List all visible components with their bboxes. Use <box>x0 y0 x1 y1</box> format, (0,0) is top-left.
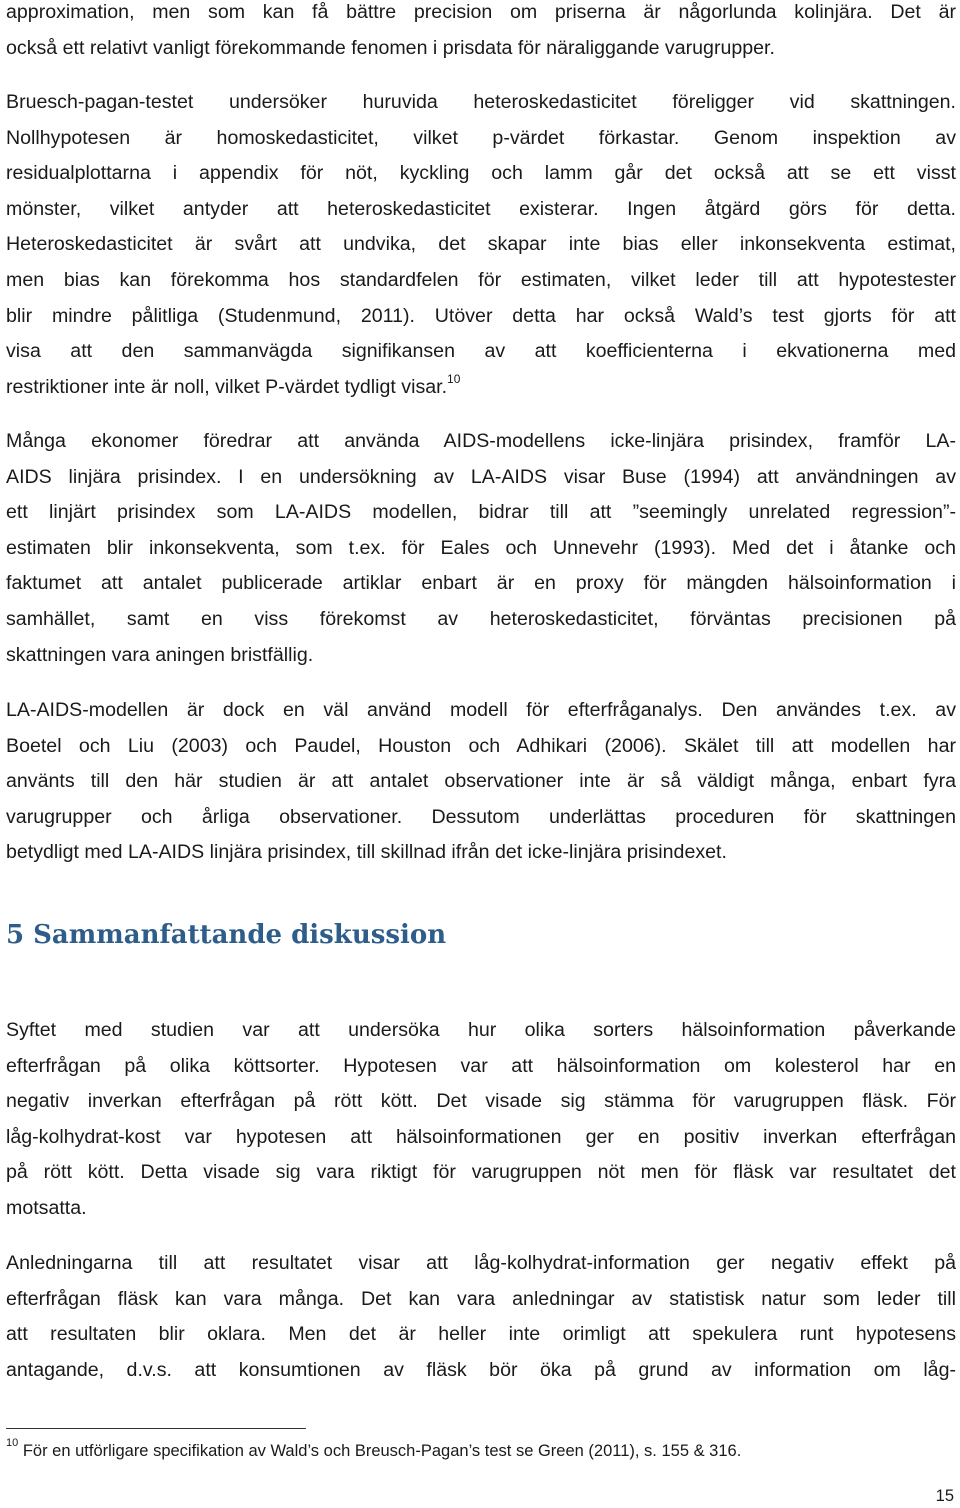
text-line: samhället, samt en viss förekomst av heteroskedasticitet, förväntas precisionen på <box>6 607 956 630</box>
text-line: ett linjärt prisindex som LA-AIDS modellen, bidrar till att ”seemingly unrelated regression”- <box>6 501 956 524</box>
paragraph-1 <box>6 0 956 66</box>
text-line: Heteroskedasticitet är svårt att undvika, det skapar inte bias eller inkonsekventa estimat, <box>6 233 956 256</box>
text-line: Syftet med studien var att undersöka hur olika sorters hälsoinformation påverkande <box>6 1019 956 1041</box>
paragraph-3 <box>6 424 956 673</box>
text-line <box>6 370 956 406</box>
text-line: efterfrågan fläsk kan vara många. Det kan vara anledningar av statistisk natur som leder till <box>6 1287 956 1310</box>
text-line: LA-AIDS-modellen är dock en väl använd modell för efterfråganalys. Den användes t.ex. av <box>6 699 956 721</box>
text-line: Anledningarna till att resultatet visar att låg-kolhydrat-information ger negativ effekt på <box>6 1252 956 1274</box>
text-line: visa att den sammanvägda signifikansen av att koefficienterna i ekvationerna med <box>6 340 956 363</box>
text-line: men bias kan förekomma hos standardfelen för estimaten, vilket leder till att hypotestester <box>6 268 956 291</box>
footnote-separator <box>6 1428 306 1429</box>
text-line: residualplottarna i appendix för nöt, kyckling och lamm går det också att se ett visst <box>6 162 956 185</box>
text-line: att resultaten blir oklara. Men det är heller inte orimligt att spekulera runt hypotesens <box>6 1323 956 1346</box>
footnote-number: 10 <box>6 1436 19 1449</box>
text-line: antagande, d.v.s. att konsumtionen av fläsk bör öka på grund av information om låg- <box>6 1358 956 1381</box>
footnote <box>6 1438 946 1464</box>
paragraph-2 <box>6 85 956 405</box>
text-line: Nollhypotesen är homoskedasticitet, vilket p-värdet förkastar. Genom inspektion av <box>6 126 956 149</box>
text-line: faktumet att antalet publicerade artiklar enbart är en proxy för mängden hälsoinformation i <box>6 572 956 595</box>
text-line: approximation, men som kan få bättre precision om priserna är någorlunda kolinjära. Det är <box>6 1 956 23</box>
section-heading: 5 Sammanfattande diskussion <box>6 920 447 950</box>
text-line: AIDS linjära prisindex. I en undersökning av LA-AIDS visar Buse (1994) att användningen av <box>6 465 956 488</box>
footnote-text: För en utförligare specifikation av Wald’s och Breusch-Pagan’s test se Green (2011), s. 155 & 316. <box>22 1442 742 1460</box>
footnote-reference[interactable]: 10 <box>447 372 461 387</box>
paragraph-6 <box>6 1246 956 1388</box>
text-line-content: restriktioner inte är noll, vilket P-värdet tydligt visar. <box>6 375 448 398</box>
text-line: använts till den här studien är att antalet observationer inte är så väldigt många, enbart fyra <box>6 770 956 793</box>
page-number: 15 <box>935 1487 954 1505</box>
text-line: estimaten blir inkonsekventa, som t.ex. för Eales och Unnevehr (1993). Med det i åtanke och <box>6 536 956 559</box>
text-line: efterfrågan på olika köttsorter. Hypotesen var att hälsoinformation om kolesterol har en <box>6 1054 956 1077</box>
text-line: betydligt med LA-AIDS linjära prisindex, till skillnad ifrån det icke-linjära prisindexet. <box>6 841 727 864</box>
text-line: negativ inverkan efterfrågan på rött kött. Det visade sig stämma för varugruppen fläsk. För <box>6 1090 956 1113</box>
text-line: mönster, vilket antyder att heteroskedasticitet existerar. Ingen åtgärd görs för detta. <box>6 197 956 220</box>
text-line: motsatta. <box>6 1196 87 1219</box>
text-line: Bruesch-pagan-testet undersöker huruvida heteroskedasticitet föreligger vid skattningen. <box>6 91 956 113</box>
text-line: Boetel och Liu (2003) och Paudel, Houston och Adhikari (2006). Skälet till att modellen har <box>6 734 956 757</box>
paragraph-5 <box>6 1013 956 1227</box>
text-line: Många ekonomer föredrar att använda AIDS-modellens icke-linjära prisindex, framför LA- <box>6 430 956 452</box>
text-line: också ett relativt vanligt förekommande fenomen i prisdata för näraliggande varugrupper. <box>6 36 775 59</box>
text-line: skattningen vara aningen bristfällig. <box>6 643 314 666</box>
text-line: blir mindre pålitliga (Studenmund, 2011). Utöver detta har också Wald’s test gjorts för att <box>6 304 956 327</box>
text-line: på rött kött. Detta visade sig vara riktigt för varugruppen nöt men för fläsk var resultatet det <box>6 1161 956 1184</box>
text-line: låg-kolhydrat-kost var hypotesen att hälsoinformationen ger en positiv inverkan efterfrågan <box>6 1125 956 1148</box>
paragraph-4 <box>6 693 956 871</box>
text-line: varugrupper och årliga observationer. Dessutom underlättas proceduren för skattningen <box>6 805 956 828</box>
